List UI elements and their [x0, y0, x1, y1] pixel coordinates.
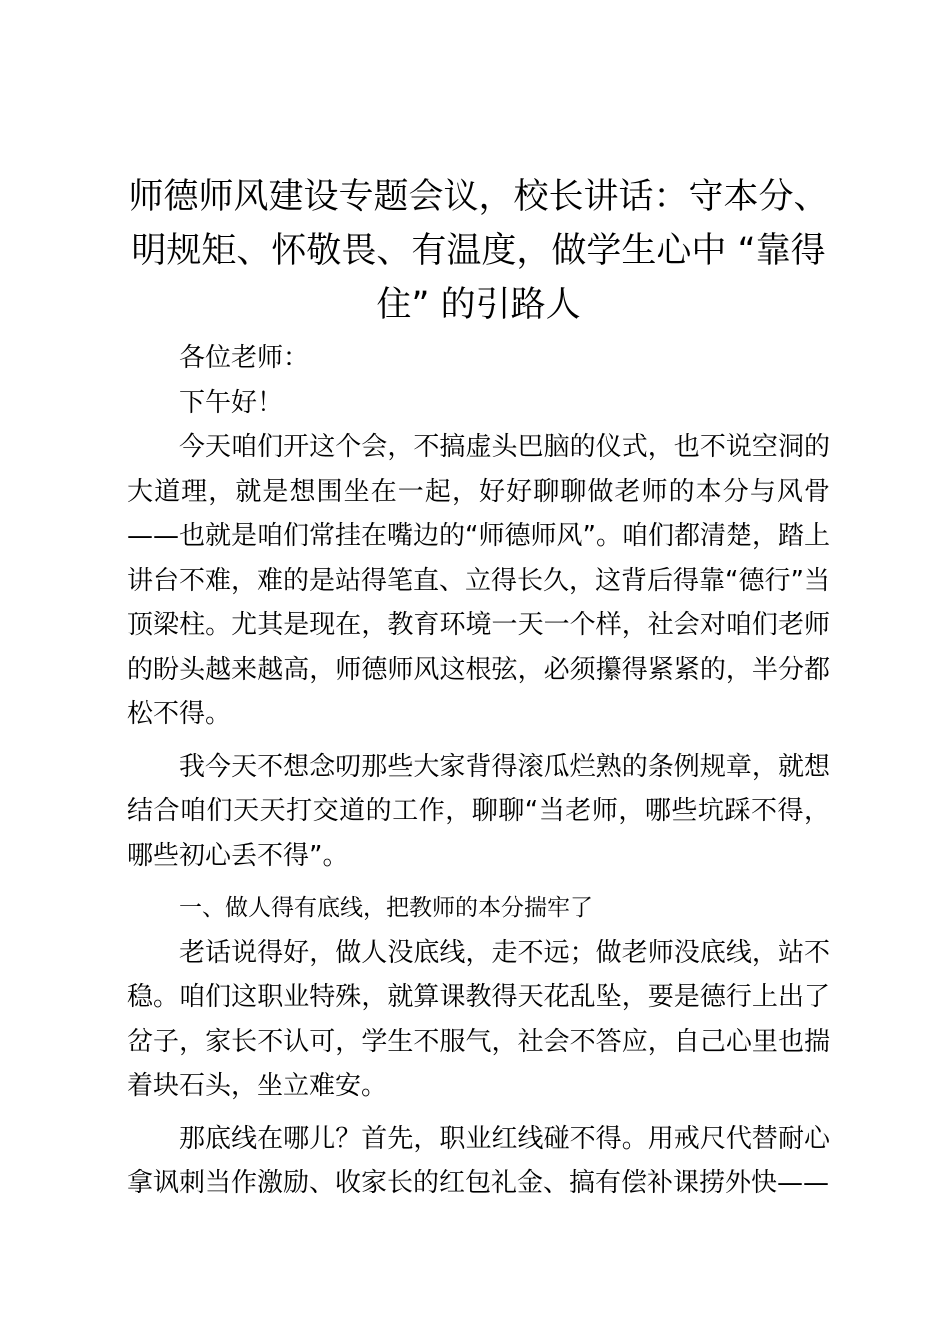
section-paragraph: 老话说得好，做人没底线，走不远；做老师没底线，站不稳。咱们这职业特殊，就算课教得天花乱坠，要是德行上出了岔子，家长不认可，学生不服气，社会不答应，自己心里也揣着块石头，坐立难安。: [127, 937, 830, 1101]
document-page: [127, 170, 830, 1206]
paragraph-purpose: 我今天不想念叨那些大家背得滚瓜烂熟的条例规章，就想结合咱们天天打交道的工作，聊聊“当老师，哪些坑踩不得，哪些初心丢不得”。: [127, 751, 830, 871]
section-paragraph: 那底线在哪儿？首先，职业红线碰不得。用戒尺代替耐心拿讽刺当作激励、收家长的红包礼金、搞有偿补课捞外快——: [127, 1123, 830, 1198]
greeting: 下午好！: [179, 387, 284, 418]
section-heading: 一、做人得有底线，把教师的本分揣牢了: [179, 895, 593, 921]
salutation: 各位老师：: [179, 343, 310, 373]
paragraph-intro: 今天咱们开这个会，不搞虚头巴脑的仪式，也不说空洞的大道理，就是想围坐在一起，好好聊聊做老师的本分与风骨——也就是咱们常挂在嘴边的“师德师风”。咱们都清楚，踏上讲台不难，难的是站得笔直、立得长久，这背后得靠“德行”当顶梁柱。尤其是现在，教育环境一天一个样，社会对咱们老师的盼头越来越高，师德师风这根弦，必须攥得紧紧的，半分都松不得。: [127, 432, 830, 729]
document-title: 师德师风建设专题会议，校长讲话：守本分、明规矩、怀敬畏、有温度，做学生心中 “靠得住” 的引路人: [128, 177, 829, 325]
